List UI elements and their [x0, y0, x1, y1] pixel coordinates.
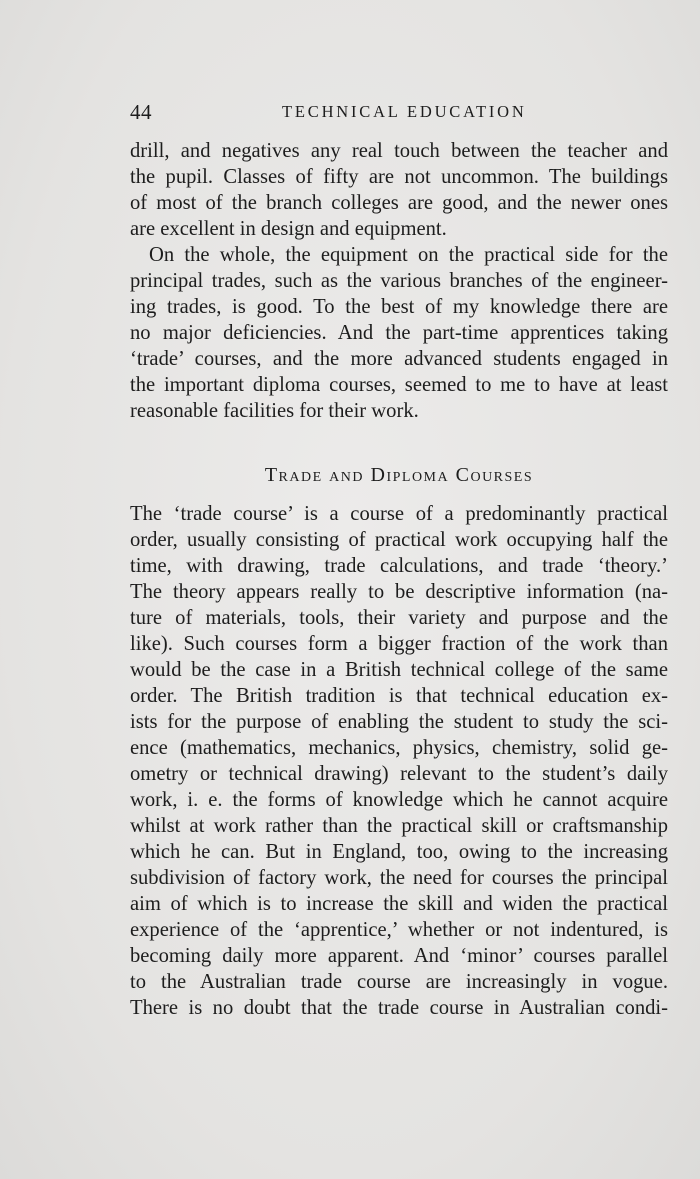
text-line: ture of materials, tools, their variety and purpose and the [130, 607, 668, 629]
page-number: 44 [130, 100, 152, 124]
text-line: the pupil. Classes of fifty are not uncommon. The buildings [130, 166, 668, 188]
text-line: The ‘trade course’ is a course of a predominantly practical [130, 503, 668, 525]
text-line: principal trades, such as the various branches of the engineer- [130, 270, 668, 292]
text-line: experience of the ‘apprentice,’ whether or not indentured, is [130, 919, 668, 941]
text-line: On the whole, the equipment on the practical side for the [149, 244, 668, 266]
text-line: are excellent in design and equipment. [130, 218, 447, 240]
text-line: There is no doubt that the trade course in Australian condi- [130, 997, 668, 1019]
text-line: like). Such courses form a bigger fraction of the work than [130, 633, 668, 655]
text-line: ometry or technical drawing) relevant to the student’s daily [130, 763, 668, 785]
text-line: subdivision of factory work, the need for courses the principal [130, 867, 668, 889]
text-line: The theory appears really to be descriptive information (na- [130, 581, 668, 603]
paragraph-1 [130, 138, 668, 242]
text-line: ing trades, is good. To the best of my knowledge there are [130, 296, 668, 318]
text-line: no major deficiencies. And the part-time apprentices taking [130, 322, 668, 344]
section-heading: Trade and Diploma Courses [264, 464, 534, 486]
paragraph-3 [130, 501, 668, 1021]
text-line: order. The British tradition is that technical education ex- [130, 685, 668, 707]
text-line: whilst at work rather than the practical skill or craftsmanship [130, 815, 668, 837]
running-head [130, 100, 668, 130]
text-line: to the Australian trade course are increasingly in vogue. [130, 971, 668, 993]
text-line: ‘trade’ courses, and the more advanced students engaged in [130, 348, 668, 370]
text-line: becoming daily more apparent. And ‘minor’ courses parallel [130, 945, 668, 967]
running-title: TECHNICAL EDUCATION [282, 102, 527, 121]
text-line: reasonable facilities for their work. [130, 400, 419, 422]
body-text [130, 138, 668, 1021]
text-line: ence (mathematics, mechanics, physics, chemistry, solid ge- [130, 737, 668, 759]
text-line: work, i. e. the forms of knowledge which he cannot acquire [130, 789, 668, 811]
text-line: of most of the branch colleges are good, and the newer ones [130, 192, 668, 214]
text-line: drill, and negatives any real touch between the teacher and [130, 140, 668, 162]
text-line: the important diploma courses, seemed to me to have at least [130, 374, 668, 396]
text-line: order, usually consisting of practical work occupying half the [130, 529, 668, 551]
text-line: which he can. But in England, too, owing to the increasing [130, 841, 668, 863]
text-line: aim of which is to increase the skill and widen the practical [130, 893, 668, 915]
text-line: ists for the purpose of enabling the student to study the sci- [130, 711, 668, 733]
text-line: would be the case in a British technical college of the same [130, 659, 668, 681]
paragraph-2 [130, 242, 668, 424]
text-line: time, with drawing, trade calculations, and trade ‘theory.’ [130, 555, 668, 577]
